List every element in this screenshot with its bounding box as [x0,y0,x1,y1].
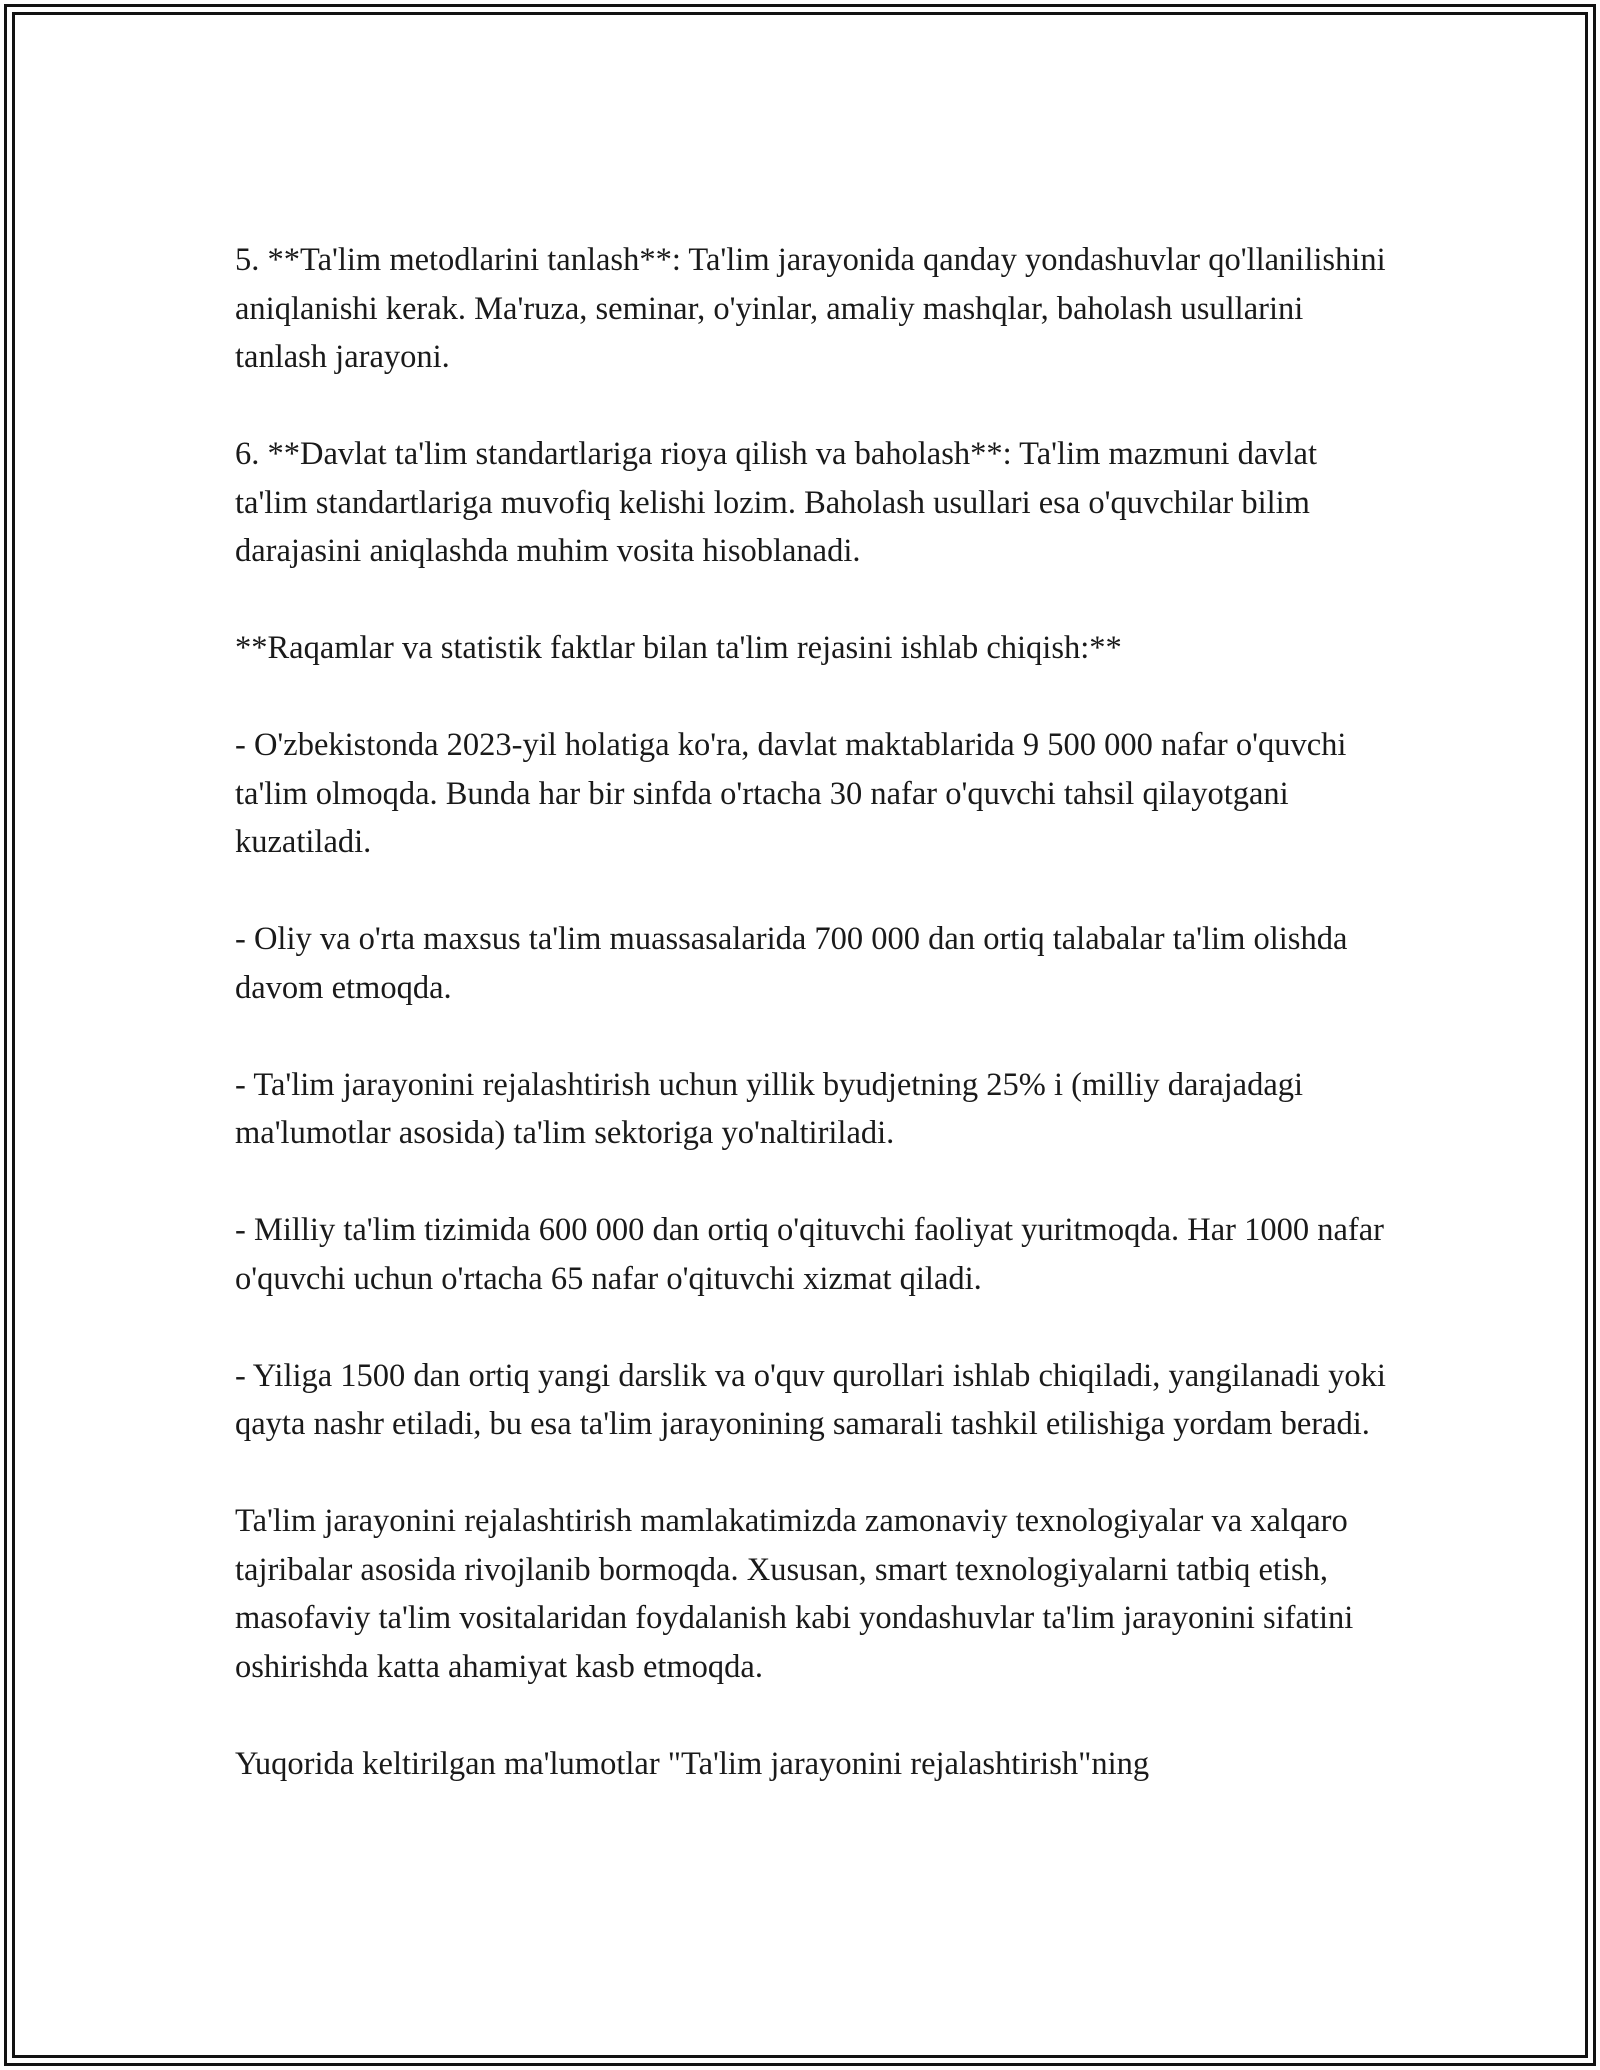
paragraph-modern-technologies: Ta'lim jarayonini rejalashtirish mamlakatimizda zamonaviy texnologiyalar va xalqaro tajribalar asosida rivojlanib bormoqda. Xususan, smart texnologiyalarni tatbiq etish, masofaviy ta'lim vositalaridan foydalanish kabi yondashuvlar ta'lim jarayonini sifatini oshirishda katta ahamiyat kasb etmoqda. [235,1503,1354,1685]
list-item-textbooks: - Yiliga 1500 dan ortiq yangi darslik va o'quv qurollari ishlab chiqiladi, yangilanadi yoki qayta nashr etiladi, bu esa ta'lim jarayonining samarali tashkil etilishiga yordam beradi. [235,1357,1386,1442]
list-item-teachers: - Milliy ta'lim tizimida 600 000 dan ortiq o'qituvchi faoliyat yuritmoqda. Har 1000 nafar o'quvchi uchun o'rtacha 65 nafar o'qituvchi xizmat qiladi. [235,1212,1384,1297]
paragraph-teaching-methods: 5. **Ta'lim metodlarini tanlash**: Ta'lim jarayonida qanday yondashuvlar qo'llanilishini aniqlanishi kerak. Ma'ruza, seminar, o'yinlar, amaliy mashqlar, baholash usullarini tanlash jarayoni. [235,242,1386,375]
paragraph-statistics-heading: **Raqamlar va statistik faktlar bilan ta'lim rejasini ishlab chiqish:** [235,630,1122,666]
list-item-higher-education: - Oliy va o'rta maxsus ta'lim muassasalarida 700 000 dan ortiq talabalar ta'lim olishda davom etmoqda. [235,921,1348,1006]
document-body [235,236,1395,1788]
paragraph-state-standards: 6. **Davlat ta'lim standartlariga rioya qilish va baholash**: Ta'lim mazmuni davlat ta'lim standartlariga muvofiq kelishi lozim. Baholash usullari esa o'quvchilar bilim darajasini aniqlashda muhim vosita hisoblanadi. [235,436,1317,569]
list-item-budget: - Ta'lim jarayonini rejalashtirish uchun yillik byudjetning 25% i (milliy darajadagi ma'lumotlar asosida) ta'lim sektoriga yo'naltiriladi. [235,1066,1304,1151]
list-item-school-students: - O'zbekistonda 2023-yil holatiga ko'ra, davlat maktablarida 9 500 000 nafar o'quvchi ta'lim olmoqda. Bunda har bir sinfda o'rtacha 30 nafar o'quvchi tahsil qilayotgani kuzatiladi. [235,727,1347,860]
paragraph-conclusion-start: Yuqorida keltirilgan ma'lumotlar "Ta'lim jarayonini rejalashtirish"ning [235,1745,1150,1782]
